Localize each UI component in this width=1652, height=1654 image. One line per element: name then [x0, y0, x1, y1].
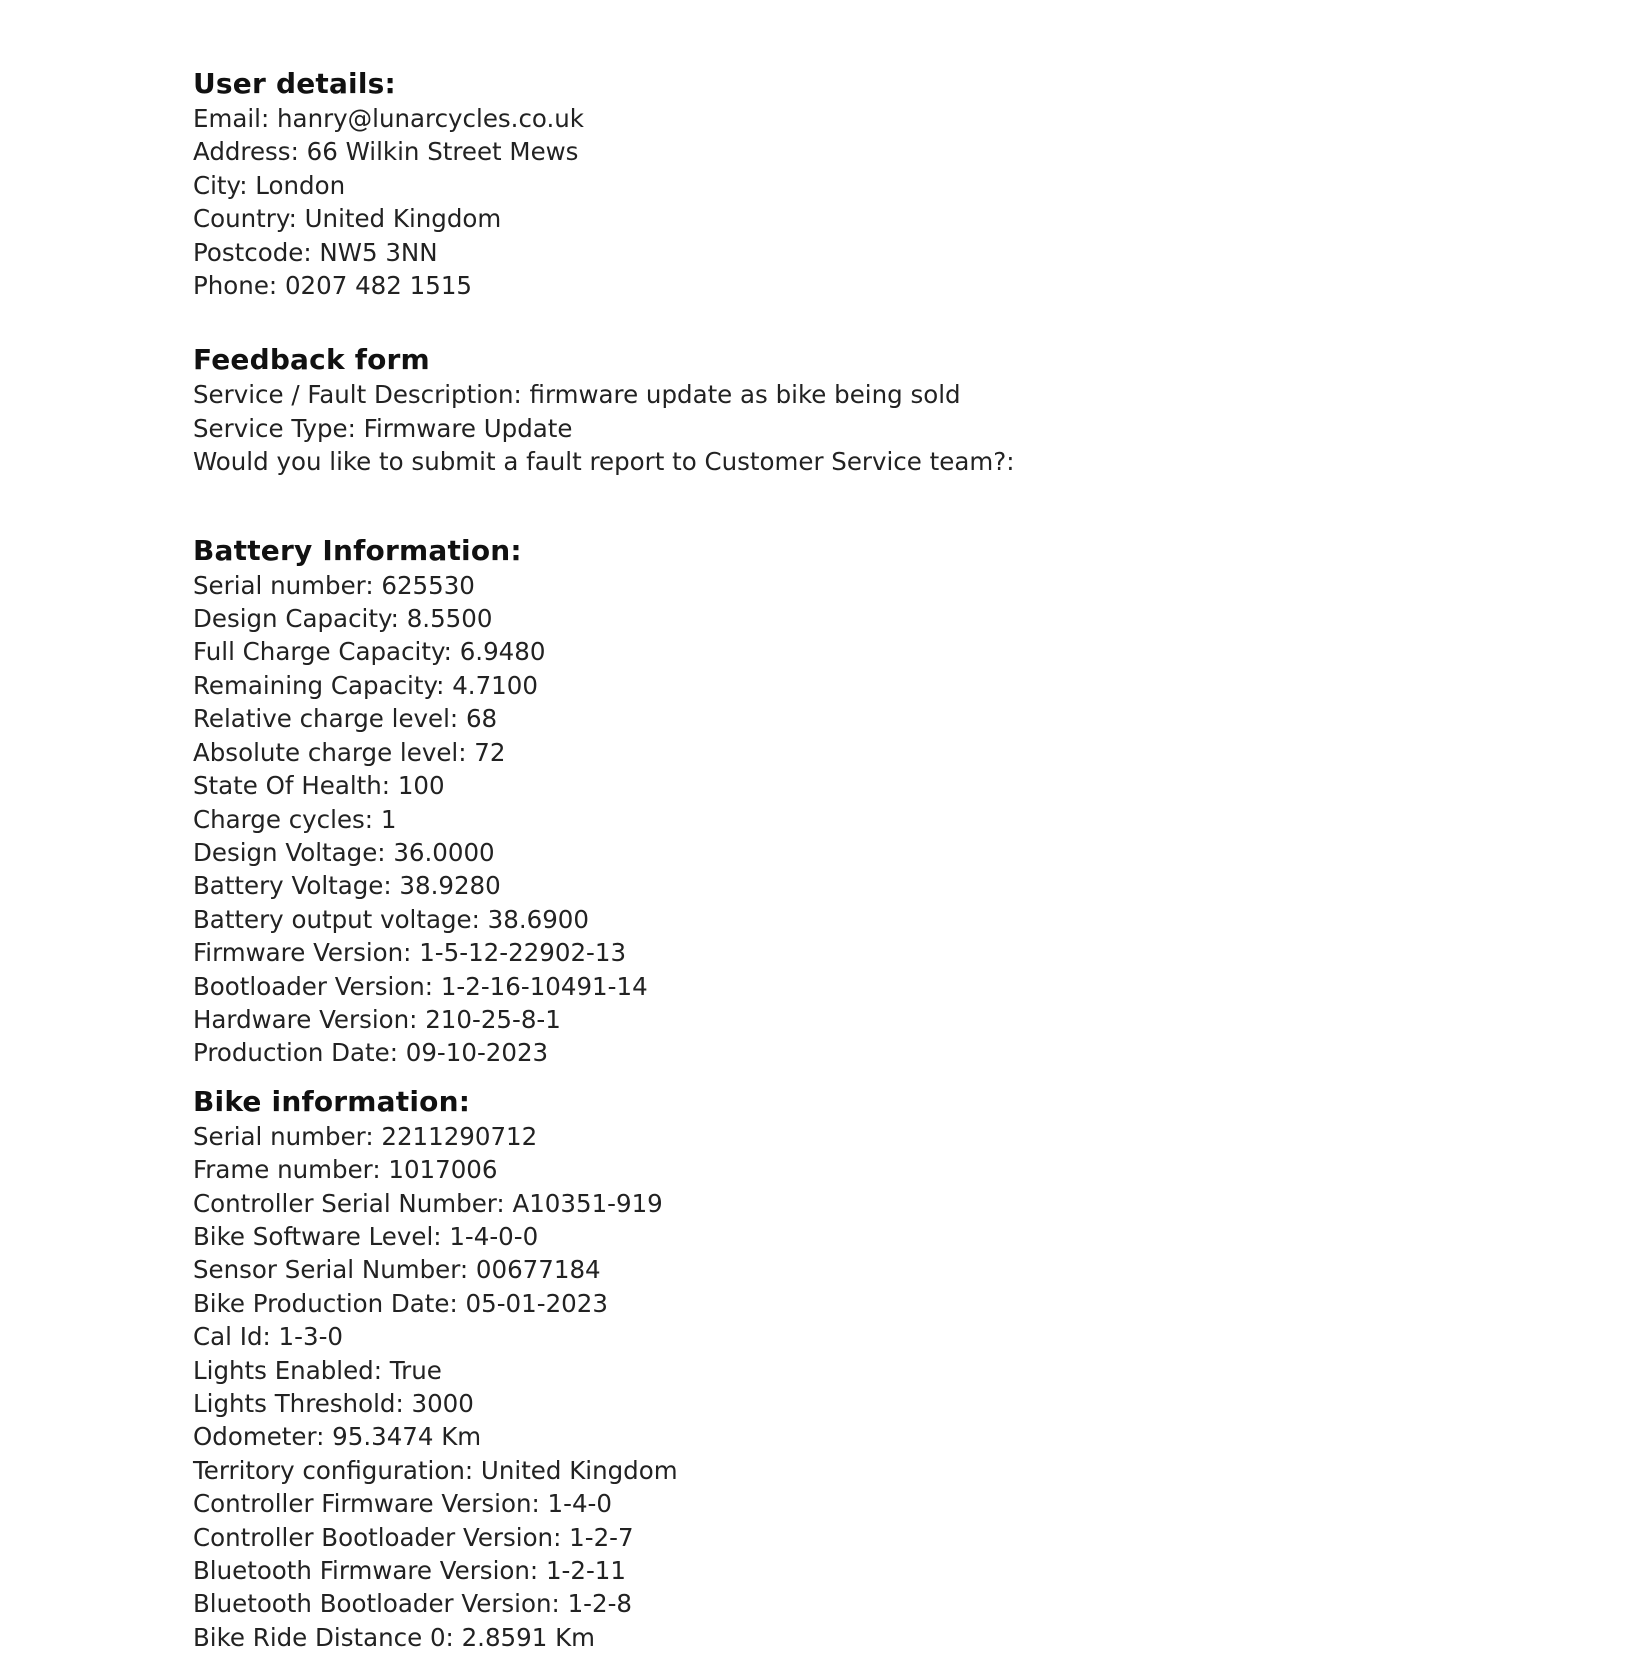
field-value: 68	[465, 704, 498, 734]
field-value: hanry@lunarcycles.co.uk	[277, 104, 584, 133]
document	[193, 66, 1493, 1654]
field-value: Firmware Update	[363, 413, 573, 443]
bike-information-list	[193, 1120, 1493, 1654]
charge-cycles-line	[193, 803, 1493, 836]
field-value: 2.8591 Km	[461, 1622, 596, 1652]
design-voltage-line	[193, 836, 1493, 869]
field-value: 8.5500	[406, 604, 493, 634]
field-label: Full Charge Capacity :	[193, 637, 460, 666]
relative-charge-line	[193, 702, 1493, 735]
feedback-form-title: Feedback form	[193, 343, 430, 377]
field-label: Service Type :	[193, 414, 364, 443]
cal-id-line	[193, 1320, 1493, 1353]
field-label: Bike Production Date :	[193, 1289, 466, 1318]
full-charge-capacity-line	[193, 635, 1493, 668]
battery-production-date-line	[193, 1036, 1493, 1069]
field-label: Email :	[193, 104, 277, 133]
field-label: Production Date :	[193, 1038, 406, 1067]
field-value: 3000	[411, 1389, 474, 1418]
field-label: Design Voltage :	[193, 838, 393, 867]
field-label: Phone :	[193, 271, 285, 300]
field-value: 1-5-12-22902-13	[419, 938, 627, 968]
bluetooth-bootloader-version-line	[193, 1587, 1493, 1620]
field-value: 72	[474, 737, 506, 767]
field-value: NW5 3NN	[319, 237, 438, 267]
lights-threshold-line	[193, 1387, 1493, 1420]
bluetooth-firmware-version-line	[193, 1554, 1493, 1587]
field-value: 05-01-2023	[465, 1288, 608, 1318]
field-value: 1-2-8	[567, 1589, 633, 1619]
field-label: Firmware Version :	[193, 938, 419, 967]
postcode-line	[193, 236, 1493, 269]
field-label: Territory configuration :	[193, 1456, 481, 1485]
email-line	[193, 102, 1493, 135]
bike-serial-line	[193, 1120, 1493, 1153]
controller-serial-line	[193, 1187, 1493, 1220]
field-value: 38.6900	[487, 904, 589, 934]
bike-ride-distance-line	[193, 1621, 1493, 1654]
field-value: A10351-919	[512, 1188, 663, 1218]
field-label: Controller Firmware Version :	[193, 1489, 548, 1518]
territory-configuration-line	[193, 1454, 1493, 1487]
field-value: 66 Wilkin Street Mews	[306, 137, 579, 167]
field-label: Battery Voltage :	[193, 871, 399, 900]
hardware-version-line	[193, 1003, 1493, 1036]
battery-serial-line	[193, 569, 1493, 602]
battery-information-section	[193, 533, 1493, 1070]
phone-line	[193, 269, 1493, 302]
battery-bootloader-version-line	[193, 970, 1493, 1003]
user-details-section	[193, 66, 1493, 302]
field-label: State Of Health :	[193, 771, 398, 800]
field-value: 38.9280	[399, 871, 501, 901]
fault-report-question-line	[193, 445, 1493, 478]
remaining-capacity-line	[193, 669, 1493, 702]
field-label: Serial number :	[193, 571, 381, 600]
sensor-serial-line	[193, 1253, 1493, 1286]
field-label: Absolute charge level :	[193, 738, 474, 767]
field-value: 1-2-11	[545, 1556, 626, 1586]
section-spacer	[193, 302, 1493, 342]
field-label: City :	[193, 171, 255, 200]
field-label: Postcode :	[193, 238, 319, 267]
state-of-health-line	[193, 769, 1493, 802]
field-value: 00677184	[475, 1255, 601, 1285]
field-value: 6.9480	[459, 637, 546, 667]
field-label: Bluetooth Firmware Version :	[193, 1556, 546, 1585]
city-line	[193, 169, 1493, 202]
field-label: Lights Threshold :	[193, 1389, 411, 1418]
field-label: Bluetooth Bootloader Version :	[193, 1589, 568, 1618]
controller-bootloader-version-line	[193, 1521, 1493, 1554]
absolute-charge-line	[193, 736, 1493, 769]
field-value: 625530	[381, 570, 475, 600]
country-line	[193, 202, 1493, 235]
field-label: Address :	[193, 137, 307, 166]
field-value: London	[255, 170, 346, 200]
field-label: Bike Software Level :	[193, 1222, 449, 1251]
field-label: Serial number :	[193, 1122, 381, 1151]
section-spacer	[193, 479, 1493, 533]
field-label: Would you like to submit a fault report to Customer Service team? :	[193, 447, 1014, 476]
field-label: Charge cycles :	[193, 805, 381, 834]
field-value: 1-4-0-0	[449, 1221, 539, 1251]
frame-number-line	[193, 1153, 1493, 1186]
field-value: 95.3474 Km	[332, 1422, 482, 1452]
field-value: 1	[380, 804, 397, 834]
field-value: United Kingdom	[304, 204, 502, 234]
field-value: 36.0000	[393, 837, 495, 867]
field-label: Bike Ride Distance 0 :	[193, 1623, 462, 1652]
field-label: Sensor Serial Number :	[193, 1255, 476, 1284]
design-capacity-line	[193, 602, 1493, 635]
battery-output-voltage-line	[193, 903, 1493, 936]
feedback-form-section	[193, 342, 1493, 478]
field-label: Odometer :	[193, 1422, 332, 1451]
address-line	[193, 135, 1493, 168]
field-value: 1-2-16-10491-14	[440, 971, 648, 1001]
field-value: 210-25-8-1	[425, 1004, 561, 1034]
field-label: Service / Fault Description :	[193, 380, 530, 409]
service-type-line	[193, 412, 1493, 445]
bike-information-title: Bike information:	[193, 1084, 471, 1118]
field-value: 100	[397, 771, 445, 801]
field-label: Lights Enabled :	[193, 1356, 390, 1385]
field-value: 4.7100	[452, 670, 538, 700]
field-value: 1-3-0	[278, 1322, 343, 1352]
bike-information-section	[193, 1084, 1493, 1654]
field-value: 1-2-7	[569, 1522, 634, 1552]
field-label: Design Capacity :	[193, 604, 407, 633]
field-value: 1017006	[388, 1155, 498, 1185]
field-label: Controller Bootloader Version :	[193, 1523, 569, 1552]
battery-information-title: Battery Information:	[193, 533, 522, 567]
field-value: 0207 482 1515	[284, 271, 472, 301]
field-value: 1-4-0	[547, 1489, 612, 1519]
lights-enabled-line	[193, 1354, 1493, 1387]
field-value: 09-10-2023	[405, 1038, 549, 1068]
field-label: Cal Id :	[193, 1322, 279, 1351]
user-details-title: User details:	[193, 67, 396, 100]
field-label: Remaining Capacity :	[193, 671, 452, 700]
fault-description-line	[193, 378, 1493, 411]
field-value: 2211290712	[381, 1121, 538, 1151]
field-label: Bootloader Version :	[193, 972, 441, 1001]
battery-information-list	[193, 569, 1493, 1070]
battery-voltage-line	[193, 869, 1493, 902]
feedback-form-list	[193, 378, 1493, 478]
field-label: Country :	[193, 204, 305, 233]
odometer-line	[193, 1420, 1493, 1453]
bike-production-date-line	[193, 1287, 1493, 1320]
bike-software-level-line	[193, 1220, 1493, 1253]
field-value: firmware update as bike being sold	[529, 380, 961, 410]
field-label: Frame number :	[193, 1155, 388, 1184]
controller-firmware-version-line	[193, 1487, 1493, 1520]
user-details-list	[193, 102, 1493, 302]
section-spacer	[193, 1070, 1493, 1084]
field-value: United Kingdom	[480, 1455, 678, 1485]
field-value: True	[389, 1355, 442, 1385]
field-label: Hardware Version :	[193, 1005, 425, 1034]
field-label: Controller Serial Number :	[193, 1189, 512, 1218]
field-label: Battery output voltage :	[193, 905, 488, 934]
battery-firmware-version-line	[193, 936, 1493, 969]
field-label: Relative charge level :	[193, 704, 466, 733]
